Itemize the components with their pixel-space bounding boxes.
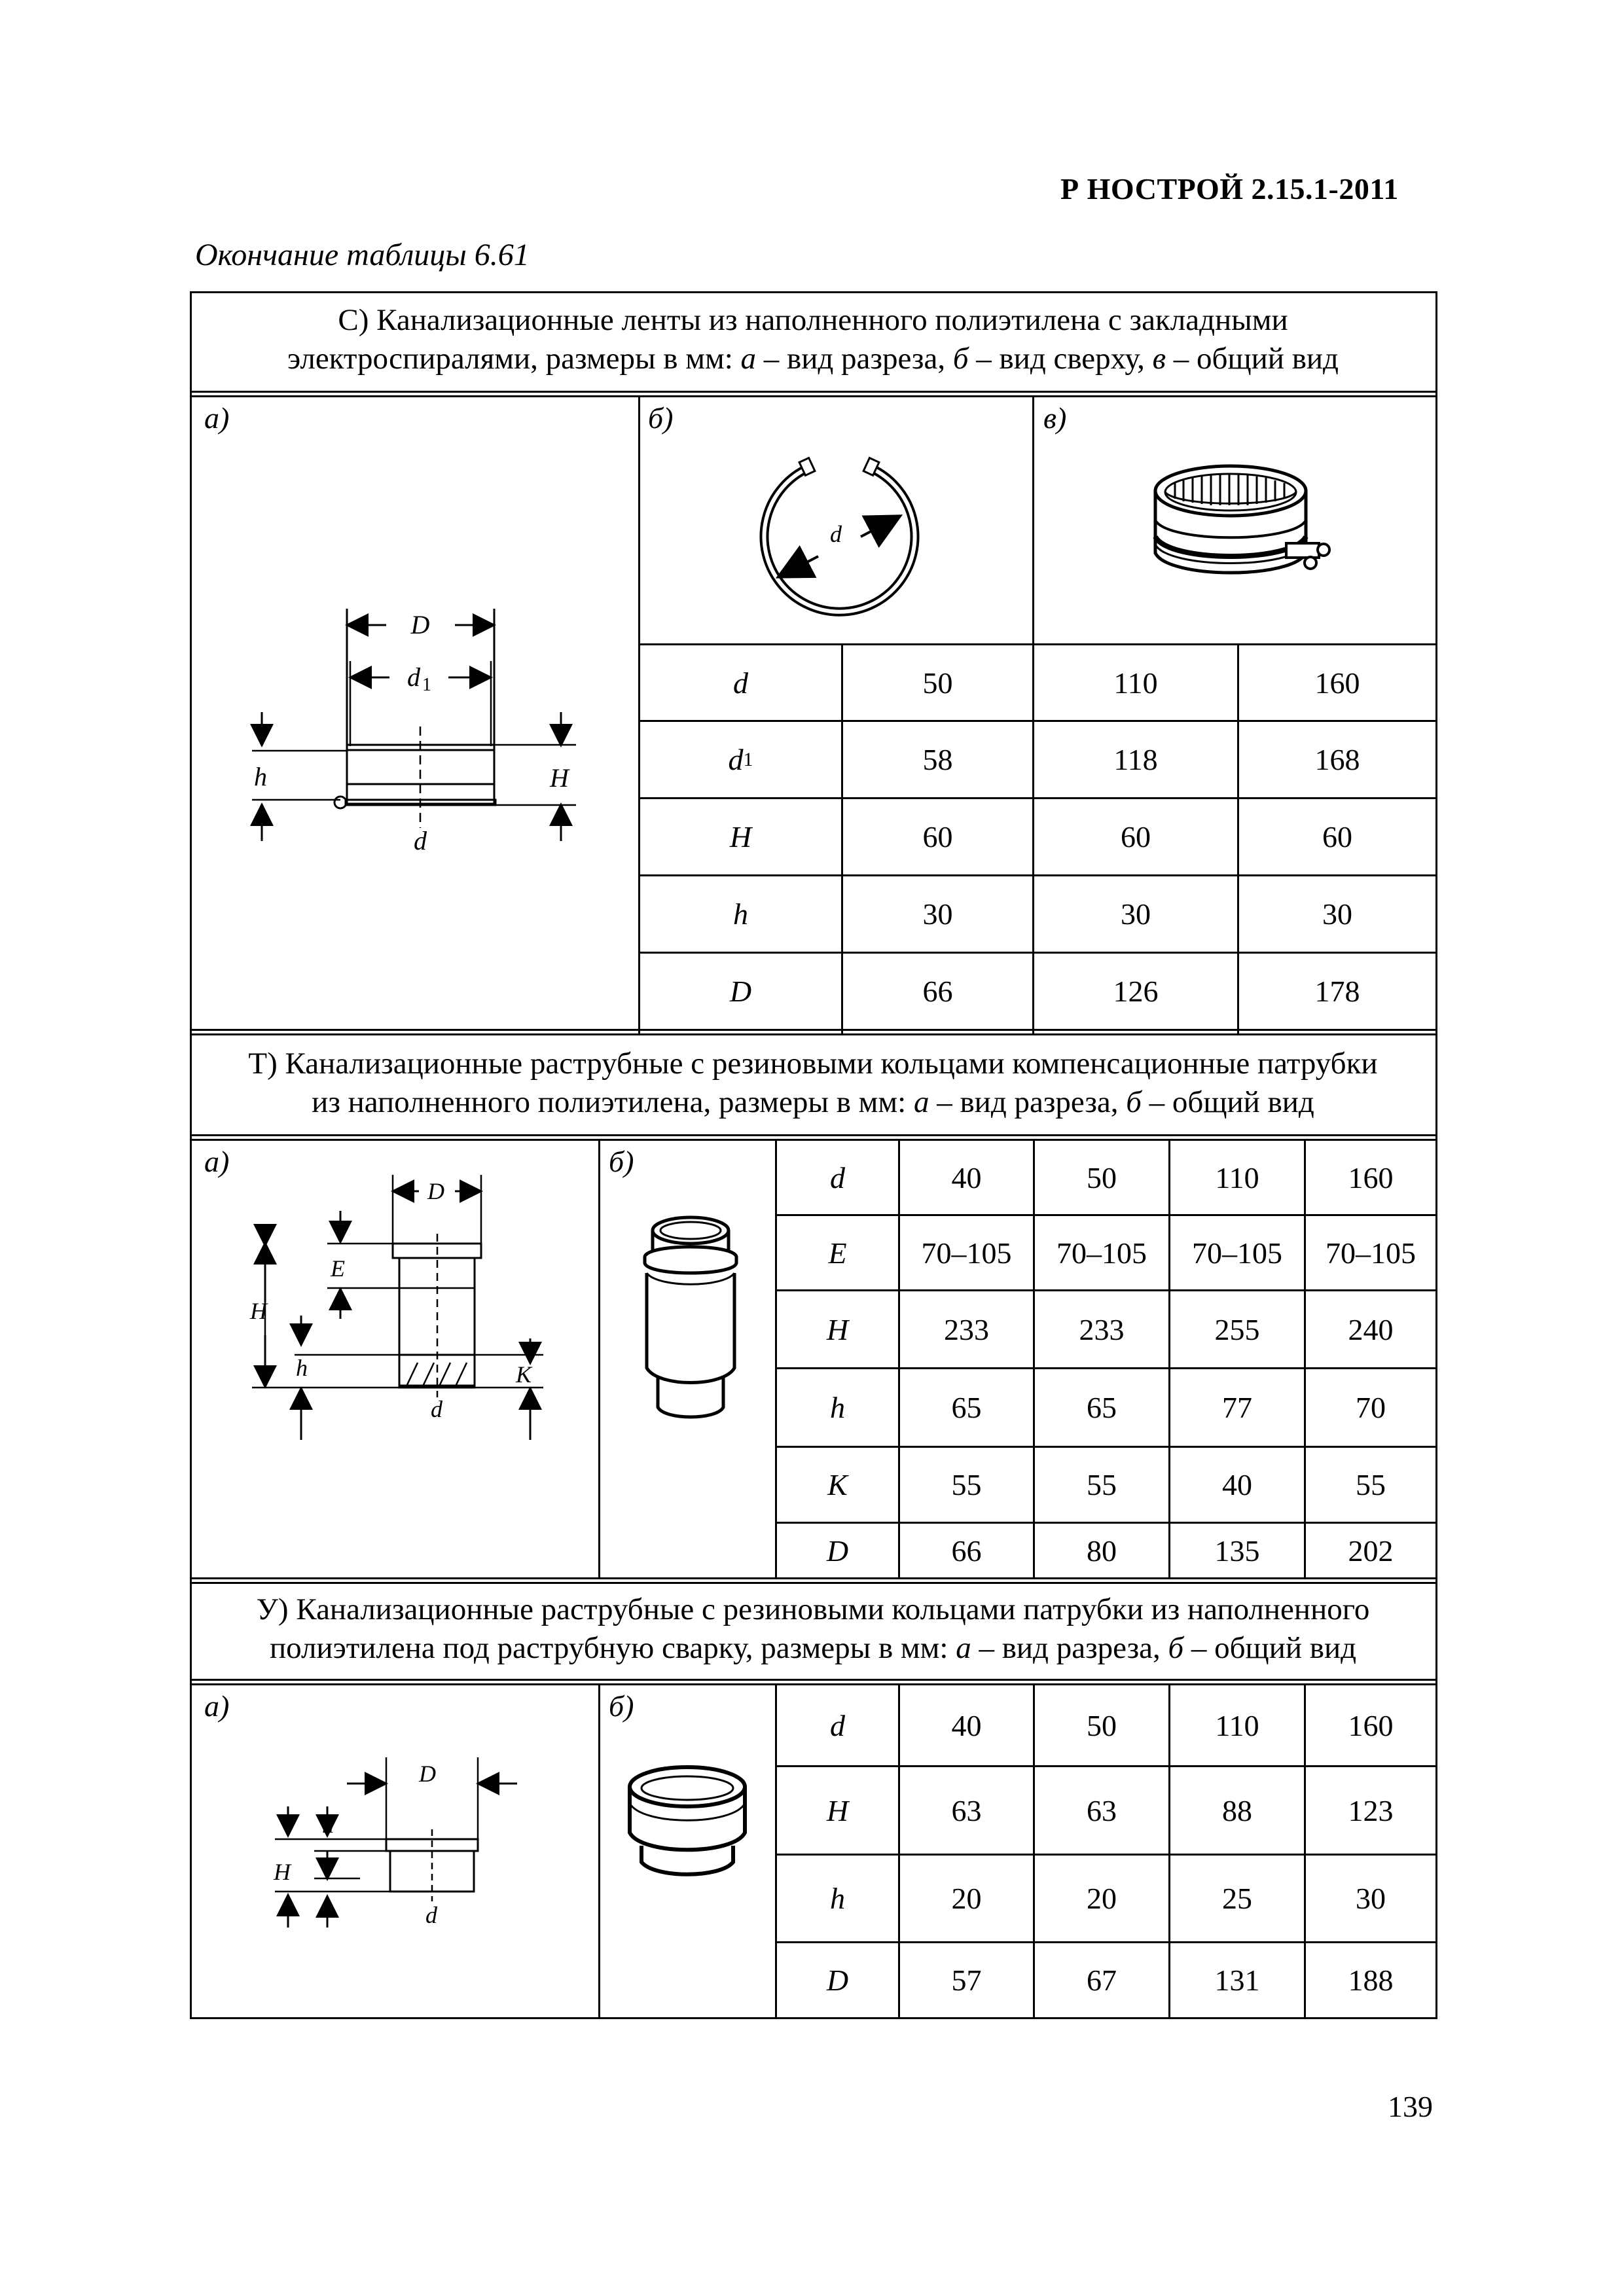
table-t-cell: 70–105 (1056, 1236, 1147, 1270)
table-t-cell: 40 (951, 1160, 982, 1194)
section-t-title-text: из наполненного полиэтилена, размеры в мм: (312, 1085, 914, 1119)
section-t-title-a: а (913, 1085, 929, 1119)
table-u-param: h (830, 1882, 845, 1915)
table-c-cell: 60 (1322, 820, 1352, 853)
dim-D-label: D (410, 610, 430, 639)
table-c-cell: 66 (922, 975, 953, 1008)
table-t-cell: 65 (1087, 1391, 1117, 1424)
table-c-cell: 118 (1113, 743, 1158, 776)
table-t-cell: 70–105 (1192, 1236, 1282, 1270)
sub-label-b: б) (609, 1689, 634, 1723)
section-t-cross-section-drawing (242, 1172, 563, 1446)
sub-label-b: б) (609, 1145, 634, 1178)
divider (190, 1029, 1437, 1031)
table-t-param: h (830, 1391, 845, 1424)
table-u-cell: 123 (1348, 1793, 1394, 1827)
table-c-param (640, 954, 841, 1029)
table-t-cell: 160 (1348, 1160, 1394, 1194)
section-t-title-line2 (191, 1083, 1435, 1122)
dim-D-label: D (419, 1761, 436, 1787)
table-t-cell: 65 (951, 1391, 982, 1424)
section-u-title-a: а (956, 1631, 971, 1665)
sub-label-a: а) (204, 1689, 230, 1723)
section-u-title-t2: – общий вид (1183, 1631, 1357, 1665)
sub-label-v: в) (1043, 401, 1067, 435)
table-u-param: D (826, 1964, 849, 1997)
table-c-cell: 60 (1121, 820, 1151, 853)
section-u-title-b: б (1168, 1631, 1184, 1665)
table-c-cell: 110 (1113, 666, 1158, 700)
table-c-cell: 30 (922, 897, 953, 931)
param-label: D (729, 975, 752, 1008)
table-u-cell: 131 (1214, 1964, 1260, 1997)
section-t-title-t1: – вид разреза, (929, 1085, 1127, 1119)
table-t-cell: 240 (1348, 1312, 1394, 1346)
table-u-cell: 40 (951, 1708, 982, 1742)
ring-d-label: d (830, 521, 842, 547)
table-c-cell: 160 (1314, 666, 1360, 700)
section-c-general-view-drawing (1139, 445, 1335, 615)
table-t-cell: 80 (1087, 1534, 1117, 1568)
table-t-cell: 55 (1356, 1468, 1386, 1501)
dim-h-label: h (254, 762, 267, 791)
divider (190, 1679, 1437, 1681)
table-c-param (640, 645, 841, 720)
section-u-title-text: полиэтилена под раструбную сварку, размеры в мм: (269, 1631, 956, 1665)
table-c-param (640, 722, 841, 797)
param-label: h (733, 897, 748, 931)
sub-label-b: б) (648, 401, 674, 435)
table-t-cell: 70–105 (1326, 1236, 1416, 1270)
section-t-general-view-drawing (628, 1211, 753, 1427)
document-code: Р НОСТРОЙ 2.15.1-2011 (1060, 172, 1399, 206)
table-t-cell: 255 (1214, 1312, 1260, 1346)
dim-H-label: H (274, 1859, 291, 1885)
table-caption: Окончание таблицы 6.61 (195, 238, 530, 272)
table-c-cell: 58 (922, 743, 953, 776)
divider (190, 1582, 1437, 1584)
section-t-title-b: б (1126, 1085, 1142, 1119)
table-t-param: D (826, 1534, 849, 1568)
section-u-title-line1: У) Канализационные раструбные с резиновыми кольцами патрубки из наполненного (256, 1592, 1370, 1626)
section-c-title-v: в (1152, 342, 1166, 376)
section-t-title (191, 1045, 1435, 1122)
divider (190, 391, 1437, 393)
section-u-title-line2 (191, 1629, 1435, 1668)
table-u-cell: 188 (1348, 1964, 1394, 1997)
dim-H-label: H (550, 763, 569, 793)
divider (190, 1033, 1437, 1035)
section-c-cross-section-drawing (242, 596, 589, 870)
dim-d1-sub: 1 (422, 675, 431, 695)
page-number: 139 (1388, 2090, 1433, 2123)
table-t-cell: 70 (1356, 1391, 1386, 1424)
divider (190, 1134, 1437, 1136)
section-t-title-line1: Т) Канализационные раструбные с резиновыми кольцами компенсационные патрубки (248, 1047, 1378, 1081)
table-u-cell: 110 (1215, 1708, 1259, 1742)
section-c-title-line2 (191, 340, 1435, 378)
table-u-cell: 63 (1087, 1793, 1117, 1827)
table-c-cell: 30 (1322, 897, 1352, 931)
divider (190, 395, 1437, 397)
table-u-cell: 57 (951, 1964, 982, 1997)
param-subscript: 1 (743, 748, 753, 770)
table-u-cell: 25 (1222, 1882, 1252, 1915)
dim-h-label: h (322, 1812, 334, 1838)
table-c-param (640, 799, 841, 874)
table-u-param: H (826, 1793, 849, 1827)
section-u-title (191, 1590, 1435, 1668)
param-label: d (733, 666, 748, 700)
dim-d-label: d (431, 1396, 442, 1422)
table-t-cell: 55 (951, 1468, 982, 1501)
table-u-cell: 20 (1087, 1882, 1117, 1915)
table-t-param: E (828, 1236, 847, 1270)
dim-E-label: E (331, 1255, 345, 1282)
param-label: d (728, 743, 744, 776)
dim-h-label: h (296, 1355, 308, 1381)
table-t-cell: 66 (951, 1534, 982, 1568)
table-t-cell: 202 (1348, 1534, 1394, 1568)
sub-label-a: а) (204, 401, 230, 435)
section-u-cross-section-drawing (262, 1754, 537, 1950)
table-u-cell: 160 (1348, 1708, 1394, 1742)
table-t-cell: 70–105 (921, 1236, 1012, 1270)
table-c-cell: 60 (922, 820, 953, 853)
table-t-cell: 110 (1215, 1160, 1259, 1194)
section-c-title (191, 301, 1435, 378)
table-c-cell: 178 (1314, 975, 1360, 1008)
table-u-cell: 63 (951, 1793, 982, 1827)
dim-d-label: d (425, 1902, 437, 1928)
table-c-param (640, 876, 841, 952)
param-label: H (729, 820, 752, 853)
divider (190, 1577, 1437, 1579)
sub-label-a: а) (204, 1145, 230, 1178)
table-c-cell: 50 (922, 666, 953, 700)
section-c-top-view-drawing (746, 445, 936, 628)
divider (598, 1139, 600, 1579)
dim-d-label: d (414, 826, 427, 855)
table-u-cell: 20 (951, 1882, 982, 1915)
table-c-cell: 126 (1113, 975, 1159, 1008)
table-t-cell: 50 (1087, 1160, 1117, 1194)
table-u-cell: 30 (1356, 1882, 1386, 1915)
section-c-title-t3: – общий вид (1166, 342, 1339, 376)
table-t-cell: 55 (1087, 1468, 1117, 1501)
section-c-title-text: электроспиралями, размеры в мм: (287, 342, 741, 376)
table-t-param: d (830, 1160, 845, 1194)
section-c-title-a: а (740, 342, 757, 376)
dim-H-label: H (250, 1298, 267, 1324)
table-t-cell: 135 (1214, 1534, 1260, 1568)
section-c-title-b: б (952, 342, 969, 376)
section-u-title-t1: – вид разреза, (971, 1631, 1168, 1665)
divider (598, 1683, 600, 2018)
section-t-title-t2: – общий вид (1141, 1085, 1314, 1119)
section-c-title-line1: С) Канализационные ленты из наполненного полиэтилена с закладными (338, 303, 1288, 337)
table-t-cell: 233 (944, 1312, 989, 1346)
table-c-cell: 168 (1314, 743, 1360, 776)
section-u-general-view-drawing (622, 1761, 753, 1892)
table-t-cell: 40 (1222, 1468, 1252, 1501)
dim-D-label: D (427, 1178, 444, 1204)
table-t-cell: 77 (1222, 1391, 1252, 1424)
table-t-cell: 233 (1079, 1312, 1125, 1346)
dim-K-label: K (516, 1361, 532, 1388)
section-c-title-t2: – вид сверху, (968, 342, 1153, 376)
table-t-param: H (826, 1312, 849, 1346)
section-c-title-t1: – вид разреза, (756, 342, 953, 376)
table-u-cell: 50 (1087, 1708, 1117, 1742)
table-u-cell: 67 (1087, 1964, 1117, 1997)
table-u-cell: 88 (1222, 1793, 1252, 1827)
dim-d1-label: d (407, 662, 420, 692)
table-t-param: K (827, 1468, 848, 1501)
table-c-cell: 30 (1121, 897, 1151, 931)
table-u-param: d (830, 1708, 845, 1742)
